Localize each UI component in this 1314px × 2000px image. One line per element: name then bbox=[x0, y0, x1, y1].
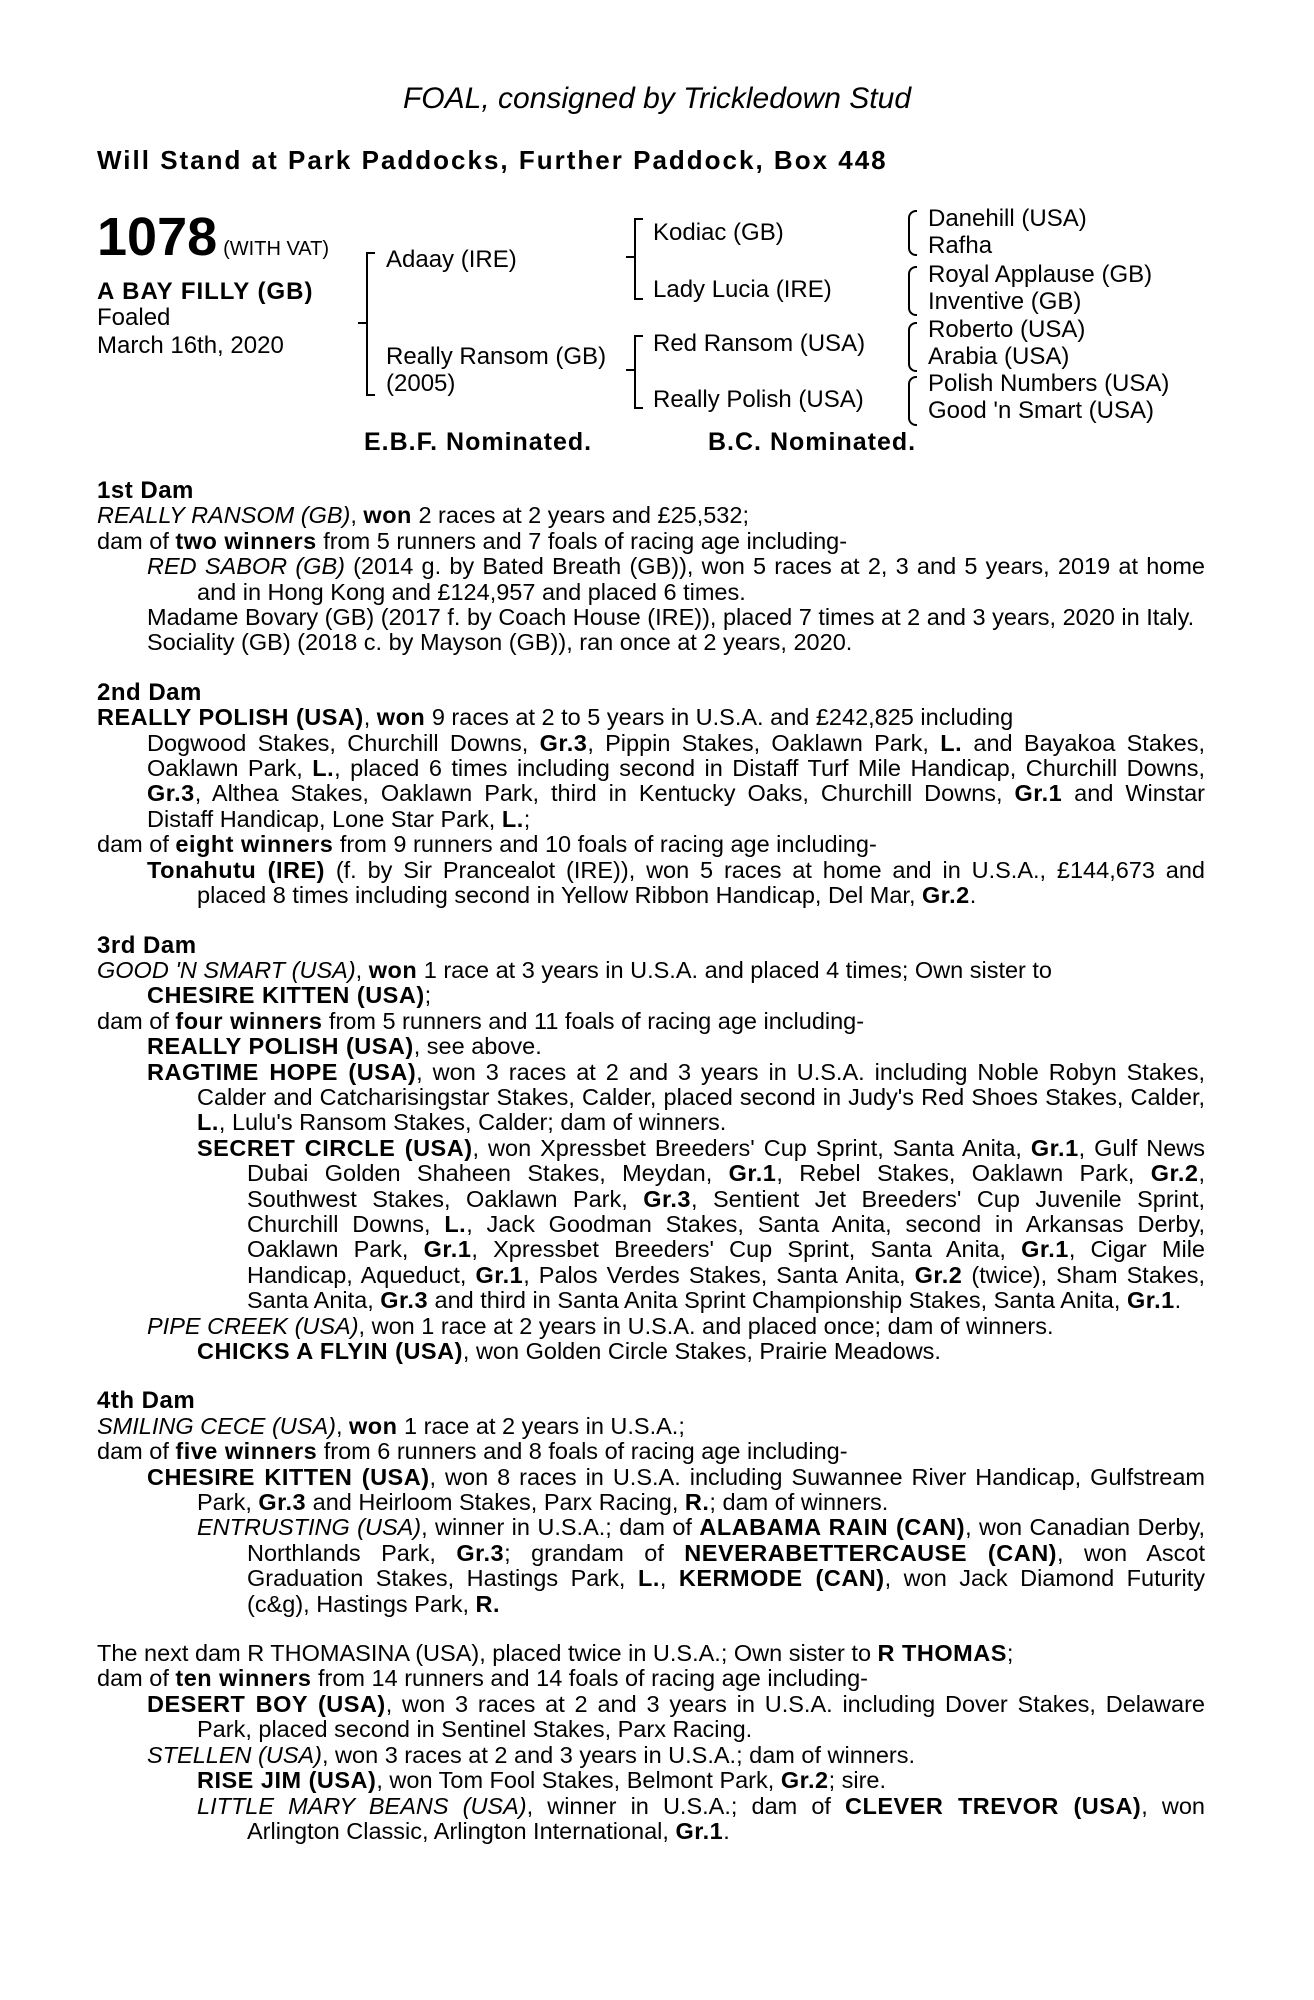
ebf-nomination: E.B.F. Nominated. bbox=[364, 428, 593, 456]
produce-entry: CHICKS A FLYIN (USA), won Golden Circle Stakes, Prairie Meadows. bbox=[197, 1338, 941, 1364]
sire-sire: Kodiac (GB) bbox=[653, 219, 784, 246]
ggp-5: Roberto (USA) bbox=[928, 316, 1086, 343]
pedigree-brace bbox=[634, 218, 643, 300]
second-dam-produce: dam of eight winners from 9 runners and 10 foals of racing age including- bbox=[97, 831, 877, 858]
produce-entry: PIPE CREEK (USA), won 1 race at 2 years in U.S.A. and placed once; dam of winners. bbox=[147, 1312, 1054, 1339]
location-line: Will Stand at Park Paddocks, Further Paddock, Box 448 bbox=[97, 145, 888, 175]
ggp-1: Danehill (USA) bbox=[928, 205, 1087, 232]
ggp-8: Good 'n Smart (USA) bbox=[928, 397, 1154, 424]
vat-label: (WITH VAT) bbox=[223, 238, 330, 260]
sire-dam: Lady Lucia (IRE) bbox=[653, 276, 832, 303]
lot-description: A BAY FILLY (GB) bbox=[97, 278, 314, 305]
pedigree-brace-tip bbox=[358, 322, 366, 324]
consignment-line: FOAL, consigned by Trickledown Stud bbox=[402, 82, 912, 115]
third-dam-record: CHESIRE KITTEN (USA); bbox=[147, 982, 432, 1009]
fourth-dam-produce: dam of five winners from 6 runners and 8 foals of racing age including- bbox=[97, 1438, 848, 1465]
dam-year: (2005) bbox=[386, 370, 456, 397]
dam: Really Ransom (GB) bbox=[386, 343, 607, 370]
pedigree-brace bbox=[634, 335, 643, 409]
produce-entry: REALLY POLISH (USA), see above. bbox=[147, 1033, 542, 1060]
ggp-7: Polish Numbers (USA) bbox=[928, 370, 1170, 397]
pedigree-brace bbox=[366, 252, 375, 396]
produce-entry: Sociality (GB) (2018 c. by Mayson (GB)), ran once at 2 years, 2020. bbox=[147, 629, 853, 656]
next-dam-produce: dam of ten winners from 14 runners and 14 foals of racing age including- bbox=[97, 1665, 868, 1692]
produce-entry: Tonahutu (IRE) (f. by Sir Prancealot (IRE)), won 5 races at home and in U.S.A., £144,673 and placed 8 times including second in Yellow Ribbon Handicap, Del Mar, Gr.2. bbox=[147, 856, 1205, 909]
next-dam-record: The next dam R THOMASINA (USA), placed twice in U.S.A.; Own sister to R THOMAS; bbox=[97, 1640, 1014, 1667]
first-dam-record: REALLY RANSOM (GB), won 2 races at 2 years and £25,532; bbox=[97, 502, 749, 529]
bc-nomination: B.C. Nominated. bbox=[708, 428, 917, 456]
ggp-6: Arabia (USA) bbox=[928, 343, 1070, 370]
first-dam-produce: dam of two winners from 5 runners and 7 foals of racing age including- bbox=[97, 527, 848, 554]
dam-sire: Red Ransom (USA) bbox=[653, 330, 866, 357]
produce-entry: CHESIRE KITTEN (USA), won 8 races in U.S.A. including Suwannee River Handicap, Gulfstream Park, Gr.3 and Heirloom Stakes, Parx Racing, R.; dam of winners. bbox=[147, 1463, 1205, 1516]
dam-dam: Really Polish (USA) bbox=[653, 386, 864, 413]
sire: Adaay (IRE) bbox=[386, 246, 517, 273]
pedigree-brace bbox=[908, 266, 917, 316]
produce-entry: SECRET CIRCLE (USA), won Xpressbet Breeders' Cup Sprint, Santa Anita, Gr.1, Gulf News Dubai Golden Shaheen Stakes, Meydan, Gr.1, Rebel Stakes, Oaklawn Park, Gr.2, Southwest Stakes, Oaklawn Park, Gr.3, Sentient Jet Breeders' Cup Juvenile Sprint, Churchill Downs, L., Jack Goodman Stakes, Santa Anita, second in Arkansas Derby, Oaklawn Park, Gr.1, Xpressbet Breeders' Cup Sprint, Santa Anita, Gr.1, Cigar Mile Handicap, Aqueduct, Gr.1, Palos Verdes Stakes, Santa Anita, Gr.2 (twice), Sham Stakes, Santa Anita, Gr.3 and third in Santa Anita Sprint Championship Stakes, Santa Anita, Gr.1. bbox=[197, 1134, 1206, 1314]
dam-heading-2: 2nd Dam bbox=[97, 678, 202, 706]
third-dam-produce: dam of four winners from 5 runners and 11 foals of racing age including- bbox=[97, 1007, 865, 1034]
pedigree-brace bbox=[908, 322, 917, 372]
dam-heading-3: 3rd Dam bbox=[97, 931, 197, 959]
third-dam-record: GOOD 'N SMART (USA), won 1 race at 3 years in U.S.A. and placed 4 times; Own sister to bbox=[97, 956, 1053, 983]
ggp-3: Royal Applause (GB) bbox=[928, 261, 1153, 288]
fourth-dam-record: SMILING CECE (USA), won 1 race at 2 years in U.S.A.; bbox=[97, 1412, 685, 1439]
second-dam-record: Dogwood Stakes, Churchill Downs, Gr.3, Pippin Stakes, Oaklawn Park, L. and Bayakoa Stakes, Oaklawn Park, L., placed 6 times including second in Distaff Turf Mile Handicap, Churchill Downs, Gr.3, Althea Stakes, Oaklawn Park, third in Kentucky Oaks, Churchill Downs, Gr.1 and Winstar Distaff Handicap, Lone Star Park, L.; bbox=[147, 729, 1206, 832]
produce-entry: LITTLE MARY BEANS (USA), winner in U.S.A.; dam of CLEVER TREVOR (USA), won Arlington Classic, Arlington International, Gr.1. bbox=[197, 1792, 1205, 1844]
catalogue-body bbox=[97, 478, 1205, 1844]
produce-entry: DESERT BOY (USA), won 3 races at 2 and 3 years in U.S.A. including Dover Stakes, Delaware Park, placed second in Sentinel Stakes, Parx Racing. bbox=[147, 1690, 1205, 1743]
foaled-label: Foaled bbox=[97, 304, 171, 331]
produce-entry: RED SABOR (GB) (2014 g. by Bated Breath (GB)), won 5 races at 2, 3 and 5 years, 2019 at home and in Hong Kong and £124,957 and placed 6 times. bbox=[147, 553, 1205, 605]
pedigree-brace bbox=[908, 376, 917, 426]
pedigree-brace-tip bbox=[626, 369, 634, 371]
lot-number-block bbox=[97, 206, 329, 268]
ggp-4: Inventive (GB) bbox=[928, 288, 1082, 315]
pedigree-brace bbox=[908, 210, 917, 256]
produce-entry: RISE JIM (USA), won Tom Fool Stakes, Belmont Park, Gr.2; sire. bbox=[197, 1767, 887, 1794]
pedigree-brace-tip bbox=[626, 256, 634, 258]
produce-entry: ENTRUSTING (USA), winner in U.S.A.; dam of ALABAMA RAIN (CAN), won Canadian Derby, Northlands Park, Gr.3; grandam of NEVERABETTERCAUSE (CAN), won Ascot Graduation Stakes, Hastings Park, L., KERMODE (CAN), won Jack Diamond Futurity (c&g), Hastings Park, R. bbox=[197, 1514, 1206, 1617]
ggp-2: Rafha bbox=[928, 232, 993, 259]
dam-heading-1: 1st Dam bbox=[97, 477, 194, 504]
produce-entry: RAGTIME HOPE (USA), won 3 races at 2 and 3 years in U.S.A. including Noble Robyn Stakes, Calder and Catcharisingstar Stakes, Calder, placed second in Judy's Red Shoes Stakes, Calder, L., Lulu's Ransom Stakes, Calder; dam of winners. bbox=[147, 1058, 1206, 1136]
lot-number: 1078 bbox=[97, 207, 218, 267]
produce-entry: STELLEN (USA), won 3 races at 2 and 3 years in U.S.A.; dam of winners. bbox=[147, 1741, 916, 1768]
foaled-date: March 16th, 2020 bbox=[97, 332, 284, 359]
dam-heading-4: 4th Dam bbox=[97, 1387, 196, 1415]
second-dam-record: REALLY POLISH (USA), won 9 races at 2 to 5 years in U.S.A. and £242,825 including bbox=[97, 704, 1014, 731]
produce-entry: Madame Bovary (GB) (2017 f. by Coach House (IRE)), placed 7 times at 2 and 3 years, 2020 in Italy. bbox=[147, 604, 1195, 631]
